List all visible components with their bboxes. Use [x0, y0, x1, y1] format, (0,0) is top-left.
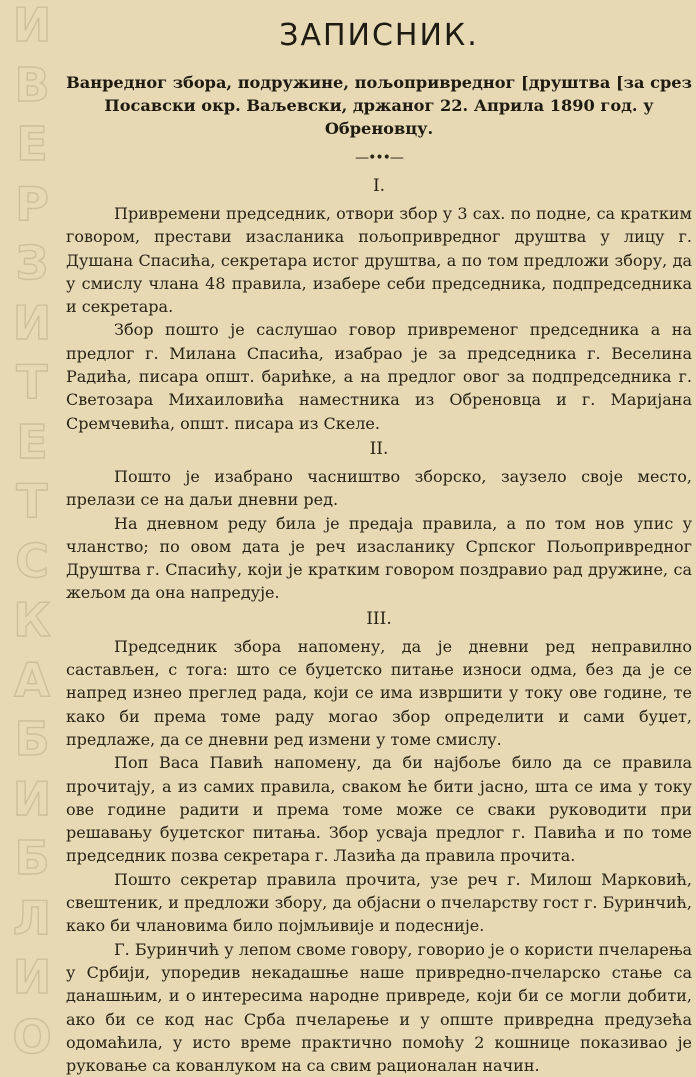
- paragraph: Г. Буринчић у лепом своме говору, говорио је о користи пчеларења у Србији, упоредив некадашње наше привредно-пчеларско стање са данашњим, и о интересима народне привреде, који би се могли добити, ако би се код нас Срба пчеларење и у опште привредна предузећа одомаћила, у исто време практично помоћу 2 кошнице показивао је руковање са кованлуком на са свим рационалан начин.: [66, 939, 692, 1076]
- subtitle-line: Посавски окр. Ваљевски, држаног 22. Априла 1890 год. у Обреновцу.: [104, 96, 654, 138]
- watermark-letter: Т: [16, 474, 48, 529]
- paragraph: Збор пошто је саслушао говор привременог председника а на предлог г. Милана Спасића, изабрао је за председника г. Веселина Радића, писара општ. барићке, а на предлог овог за подпредседника г. Светозара Михаиловића наместника из Обреновца и г. Маријана Сремчевића, општ. писара из Скеле.: [66, 320, 692, 433]
- section-3: [66, 609, 692, 1077]
- paragraph: Пошто је изабрано часништво зборско, заузело своје место, прелази се на даљи дневни ред.: [66, 466, 692, 510]
- paragraph: Председник збора напомену, да је дневни ред неправилно састављен, с тога: што се буџетско питање износи одма, без да је се напред изнео преглед рада, који се има извршити у току ове године, те како би према томе раду могао збор определити и сами буџет, предлаже, да се дневни ред измени у томе смислу.: [66, 636, 692, 749]
- section-1: [66, 176, 692, 435]
- section-heading: III.: [366, 608, 392, 629]
- section-2: [66, 439, 692, 605]
- paragraph: Пошто секретар правила прочита, узе реч г. Милош Марковић, свештеник, и предложи збору, да објасни о пчеларству гост г. Буринчић, како би члановима било појмљивије и подесније.: [66, 869, 692, 936]
- paragraph: Поп Васа Павић напомену, да би најбоље било да се правила прочитају, а из самих правила, сваком ће бити јасно, шта се има у току ове године радити и према томе може се сваки руководити при решавању буџетског питања. Збор усваја предлог г. Павића и по томе председник позва секретара г. Лазића да правила прочита.: [66, 753, 692, 866]
- document-page: [66, 18, 692, 1077]
- watermark-letter: А: [14, 652, 50, 707]
- paragraph: Привремени председник, отвори збор у 3 сах. по подне, са кратким говором, престави изасланика пољопривредног друштва у лицу г. Душана Спасића, секретара истог друштва, а по том предложи збору, да у смислу члана 48 правила, изабере себи председника, подпредседника и секретара.: [66, 204, 692, 317]
- subtitle-line: Ванредног збора, подружине, пољопривредног [друштва [за срез: [66, 73, 692, 92]
- watermark-letter: О: [12, 1009, 52, 1064]
- watermark-letter: Т: [16, 355, 48, 410]
- watermark-letter: З: [15, 236, 49, 291]
- watermark-letter: Б: [14, 712, 50, 767]
- watermark-letter: Л: [12, 890, 52, 945]
- watermark-letter: И: [12, 771, 52, 826]
- watermark-letter: В: [14, 57, 50, 112]
- watermark-letter: Р: [15, 176, 49, 231]
- watermark-letter: Е: [16, 117, 48, 172]
- paragraph: На дневном реду била је предаја правила, а по том нов упис у чланство; по овом дата је реч изасланику Српског Пољопривредног Друштва г. Спасићу, који је кратким говором поздравио рад дружине, са жељом да она напредује.: [66, 513, 692, 603]
- watermark-letter: И: [12, 295, 52, 350]
- watermark-letter: И: [12, 0, 52, 52]
- document-subtitle: [66, 71, 692, 140]
- watermark-letter: И: [12, 950, 52, 1005]
- watermark-letter: К: [13, 593, 51, 648]
- watermark-letter: С: [15, 533, 49, 588]
- page-title: ЗАПИСНИК.: [279, 18, 479, 53]
- section-heading: I.: [372, 176, 386, 196]
- ornament-divider: —•••—: [355, 150, 403, 166]
- library-watermark: [4, 0, 60, 1066]
- watermark-letter: Е: [16, 414, 48, 469]
- watermark-letter: Б: [14, 831, 50, 886]
- section-heading: II.: [369, 438, 389, 459]
